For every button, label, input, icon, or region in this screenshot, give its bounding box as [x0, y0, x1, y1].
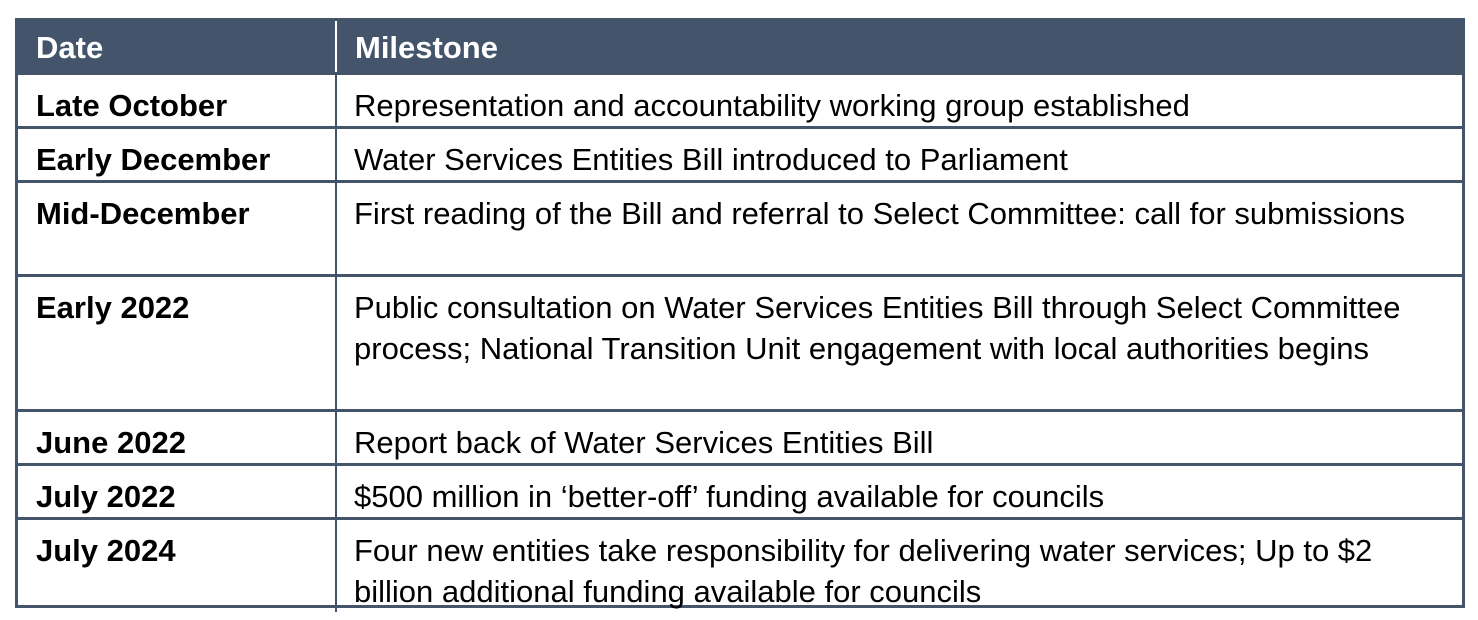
date-cell: July 2022	[18, 464, 336, 518]
table-row	[18, 464, 1462, 518]
milestone-cell: Report back of Water Services Entities Bill	[336, 410, 1462, 464]
date-cell: June 2022	[18, 410, 336, 464]
table-row	[18, 275, 1462, 410]
milestone-table-container	[15, 18, 1465, 608]
table-row	[18, 73, 1462, 127]
table-header-row	[18, 21, 1462, 73]
date-cell: Early December	[18, 127, 336, 181]
milestone-table	[18, 21, 1462, 612]
table-row	[18, 181, 1462, 275]
milestone-cell: Representation and accountability working group established	[336, 73, 1462, 127]
date-column-header: Date	[18, 21, 336, 73]
milestone-column-header: Milestone	[336, 21, 1462, 73]
milestone-cell: First reading of the Bill and referral to Select Committee: call for submissions	[336, 181, 1462, 275]
milestone-cell: Water Services Entities Bill introduced to Parliament	[336, 127, 1462, 181]
date-cell: Mid-December	[18, 181, 336, 275]
date-cell: July 2024	[18, 518, 336, 612]
milestone-cell: $500 million in ‘better-off’ funding available for councils	[336, 464, 1462, 518]
table-row	[18, 127, 1462, 181]
table-row	[18, 518, 1462, 612]
milestone-cell: Four new entities take responsibility for delivering water services; Up to $2 billion additional funding available for councils	[336, 518, 1462, 612]
date-cell: Late October	[18, 73, 336, 127]
milestone-cell: Public consultation on Water Services Entities Bill through Select Committee process; National Transition Unit engagement with local authorities begins	[336, 275, 1462, 410]
table-row	[18, 410, 1462, 464]
date-cell: Early 2022	[18, 275, 336, 410]
